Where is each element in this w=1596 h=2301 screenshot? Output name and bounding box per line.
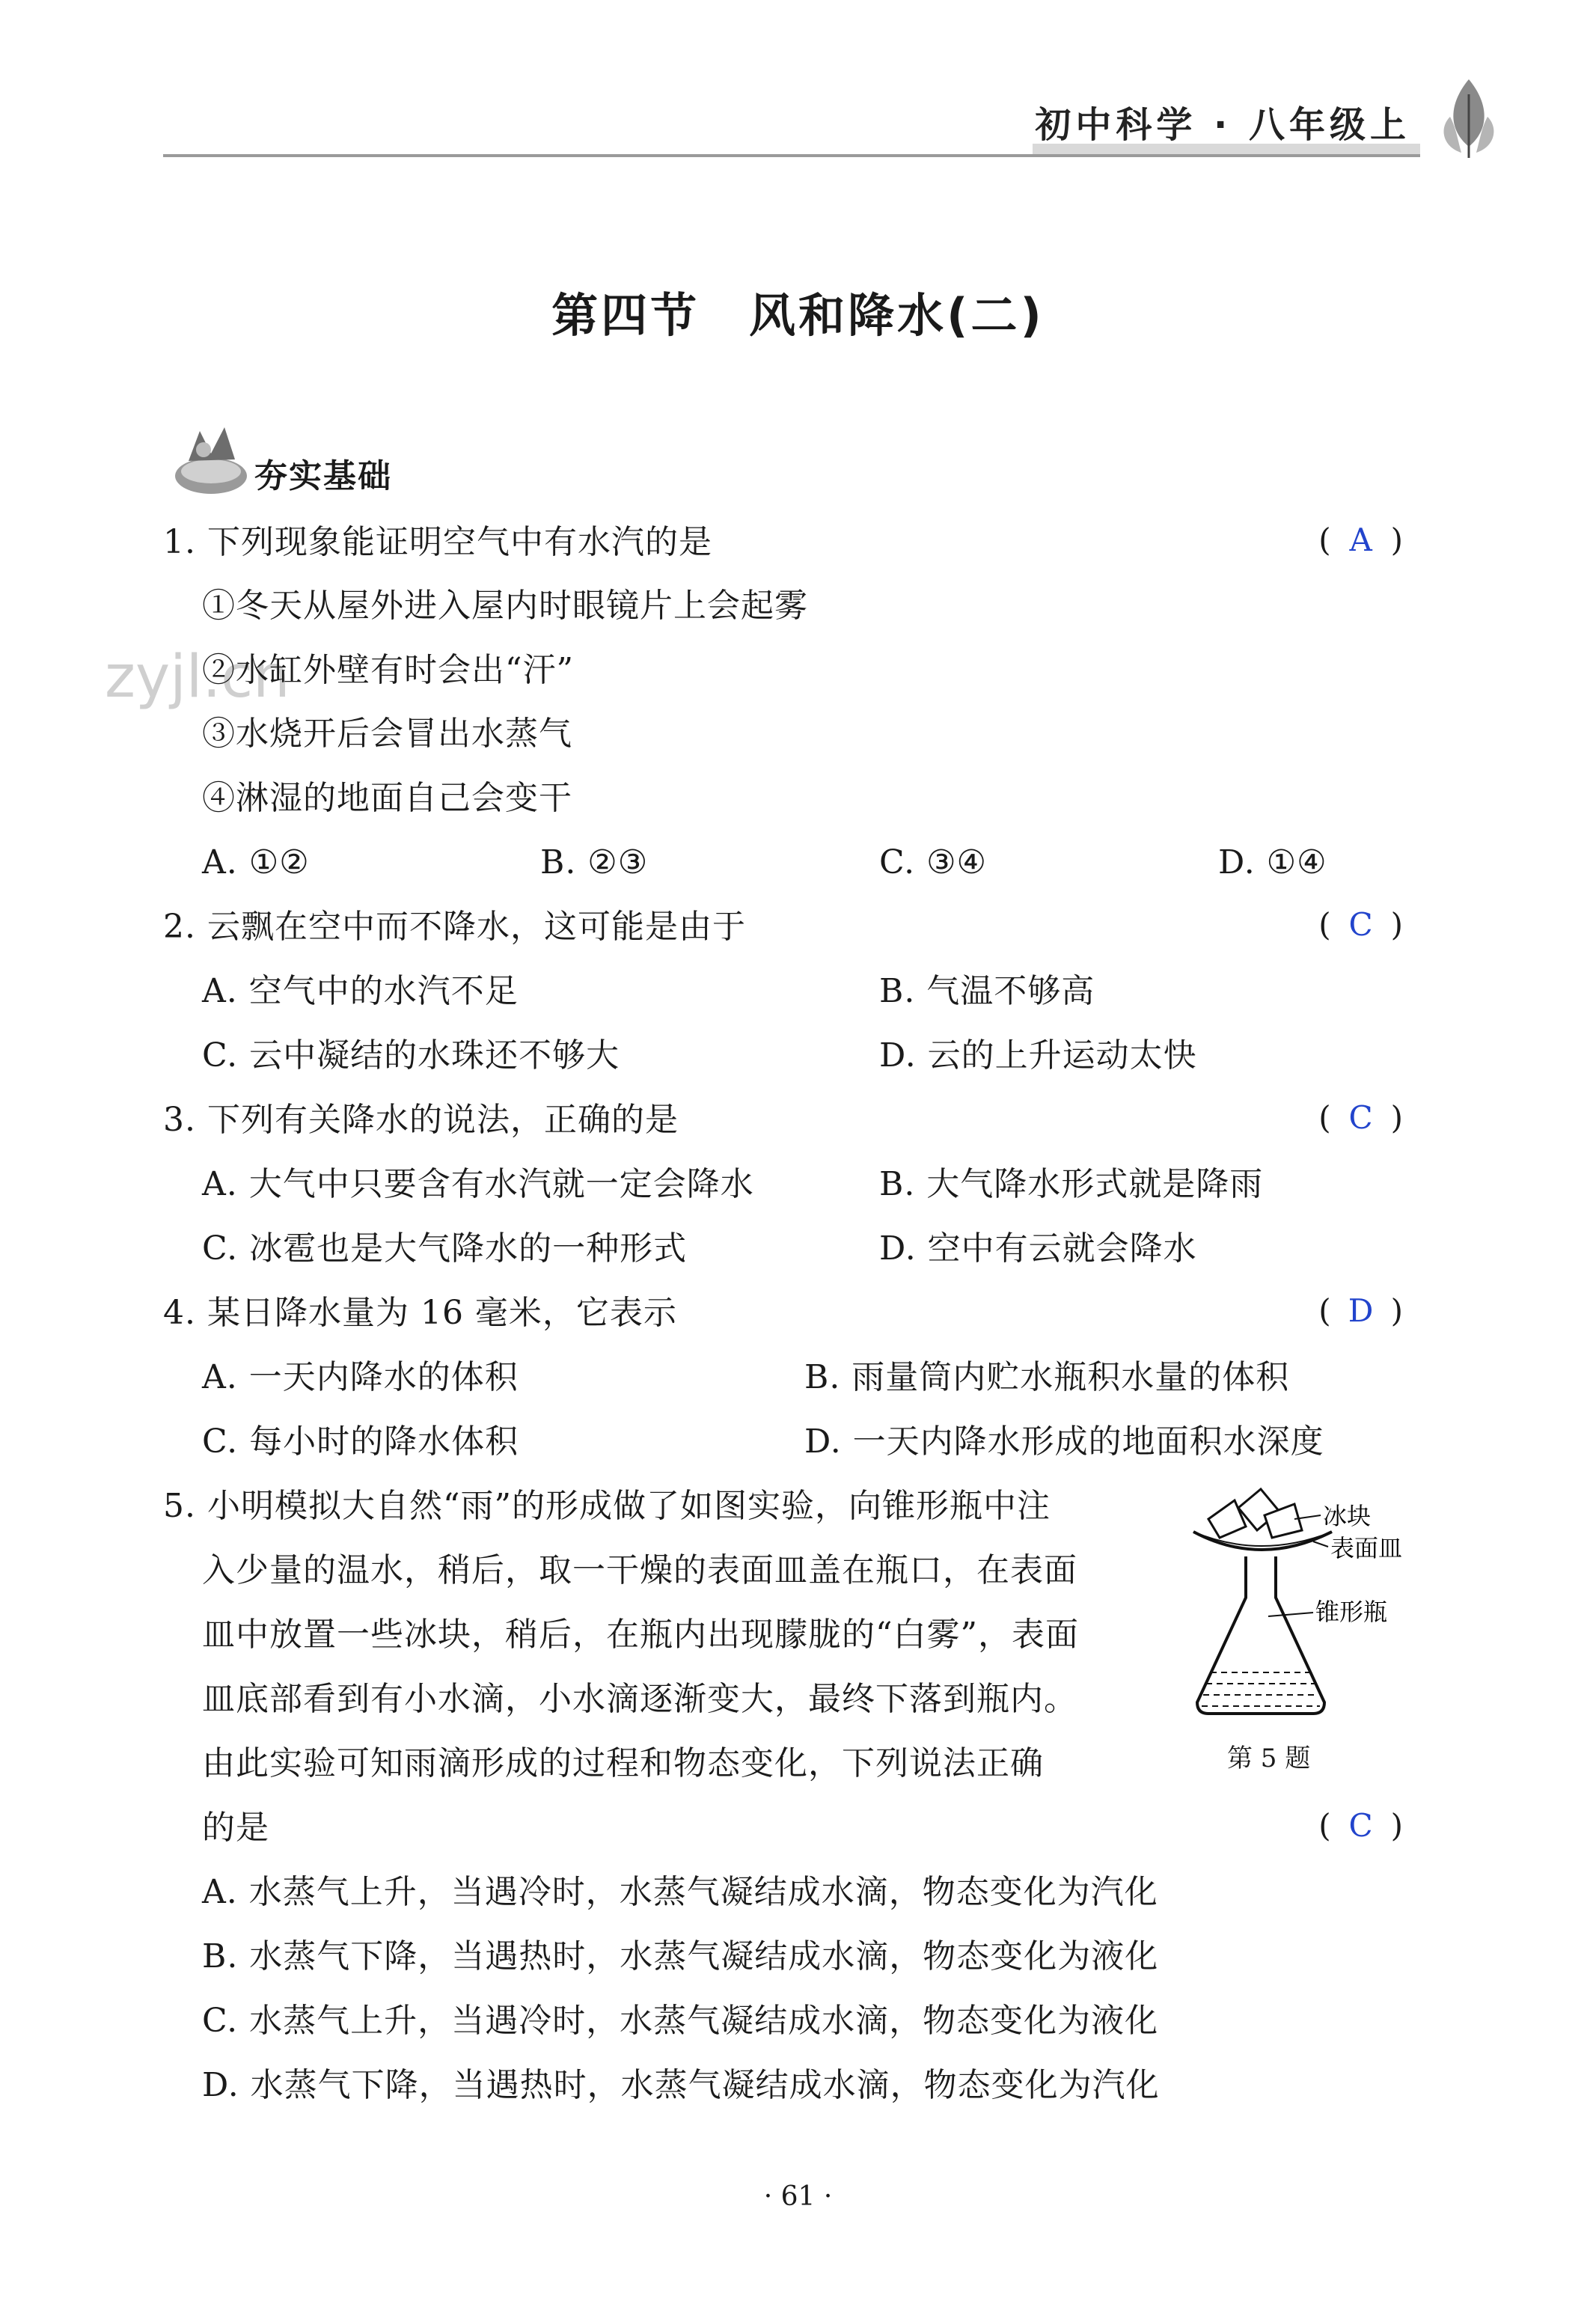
question-4-stem: 4. 某日降水量为 16 毫米，它表示 bbox=[163, 1294, 677, 1332]
question-5-line: 的是 bbox=[202, 1809, 269, 1847]
page-number: · 61 · bbox=[763, 2181, 833, 2212]
question-4-option-b: B. 雨量筒内贮水瓶积水量的体积 bbox=[804, 1358, 1290, 1396]
question-1-stem: 1. 下列现象能证明空气中有水汽的是 bbox=[163, 523, 712, 561]
watermark: zyjl.cn bbox=[105, 644, 290, 711]
leaf-logo-icon bbox=[1435, 72, 1502, 162]
question-5-line: 皿中放置一些冰块，稍后，在瓶内出现朦胧的“白雾”，表面 bbox=[202, 1616, 1079, 1654]
question-3-option-a: A. 大气中只要含有水汽就一定会降水 bbox=[202, 1165, 754, 1203]
section-label: 夯实基础 bbox=[254, 457, 392, 495]
question-3-option-b: B. 大气降水形式就是降雨 bbox=[879, 1165, 1264, 1203]
question-1-item: ②水缸外壁有时会出“汗” bbox=[202, 651, 574, 689]
question-5-line: 由此实验可知雨滴形成的过程和物态变化，下列说法正确 bbox=[202, 1744, 1044, 1782]
question-2-answer: ( C ) bbox=[1318, 906, 1403, 943]
question-4-option-d: D. 一天内降水形成的地面积水深度 bbox=[804, 1423, 1324, 1461]
question-3-option-d: D. 空中有云就会降水 bbox=[879, 1229, 1197, 1268]
question-3-option-c: C. 冰雹也是大气降水的一种形式 bbox=[202, 1229, 688, 1268]
question-1-option-a: A. ①② bbox=[202, 843, 310, 881]
question-2-option-c: C. 云中凝结的水珠还不够大 bbox=[202, 1036, 620, 1075]
question-4-answer: ( D ) bbox=[1318, 1292, 1403, 1329]
question-4-option-c: C. 每小时的降水体积 bbox=[202, 1423, 519, 1461]
figure-label-flask: 锥形瓶 bbox=[1315, 1598, 1388, 1626]
book-title: 初中科学 · 八年级上 bbox=[1035, 104, 1410, 146]
question-4-option-a: A. 一天内降水的体积 bbox=[202, 1358, 519, 1396]
question-1-item: ④淋湿的地面自己会变干 bbox=[202, 779, 572, 817]
question-5-option-d: D. 水蒸气下降，当遇热时，水蒸气凝结成水滴，物态变化为汽化 bbox=[202, 2066, 1160, 2104]
question-2-option-d: D. 云的上升运动太快 bbox=[879, 1036, 1197, 1075]
question-5-line: 5. 小明模拟大自然“雨”的形成做了如图实验，向锥形瓶中注 bbox=[163, 1487, 1051, 1525]
figure-caption: 第 5 题 bbox=[1227, 1744, 1311, 1773]
question-1-item: ①冬天从屋外进入屋内时眼镜片上会起雾 bbox=[202, 587, 808, 625]
question-1-option-c: C. ③④ bbox=[879, 843, 987, 881]
flask-experiment-figure bbox=[1175, 1485, 1444, 1732]
question-3-answer: ( C ) bbox=[1318, 1099, 1403, 1136]
figure-label-watch-glass: 表面皿 bbox=[1330, 1534, 1403, 1562]
question-5-option-b: B. 水蒸气下降，当遇热时，水蒸气凝结成水滴，物态变化为液化 bbox=[202, 1937, 1159, 1975]
page-title: 第四节 风和降水(二) bbox=[551, 288, 1045, 343]
question-1-item: ③水烧开后会冒出水蒸气 bbox=[202, 715, 572, 753]
figure-label-ice: 冰块 bbox=[1323, 1502, 1372, 1530]
question-5-line: 皿底部看到有小水滴，小水滴逐渐变大，最终下落到瓶内。 bbox=[202, 1680, 1077, 1718]
question-2-option-b: B. 气温不够高 bbox=[879, 972, 1095, 1010]
question-5-line: 入少量的温水，稍后，取一干燥的表面皿盖在瓶口，在表面 bbox=[202, 1551, 1077, 1589]
question-1-answer: ( A ) bbox=[1318, 522, 1403, 558]
question-3-stem: 3. 下列有关降水的说法，正确的是 bbox=[163, 1101, 679, 1139]
header-rule bbox=[163, 154, 1420, 157]
question-5-option-a: A. 水蒸气上升，当遇冷时，水蒸气凝结成水滴，物态变化为汽化 bbox=[202, 1873, 1158, 1911]
section-icon bbox=[166, 416, 256, 498]
question-1-option-d: D. ①④ bbox=[1218, 843, 1327, 881]
question-5-option-c: C. 水蒸气上升，当遇冷时，水蒸气凝结成水滴，物态变化为液化 bbox=[202, 2002, 1159, 2040]
question-2-stem: 2. 云飘在空中而不降水，这可能是由于 bbox=[163, 908, 746, 946]
question-5-answer: ( C ) bbox=[1318, 1807, 1403, 1844]
question-2-option-a: A. 空气中的水汽不足 bbox=[202, 972, 519, 1010]
question-1-option-b: B. ②③ bbox=[540, 843, 649, 881]
